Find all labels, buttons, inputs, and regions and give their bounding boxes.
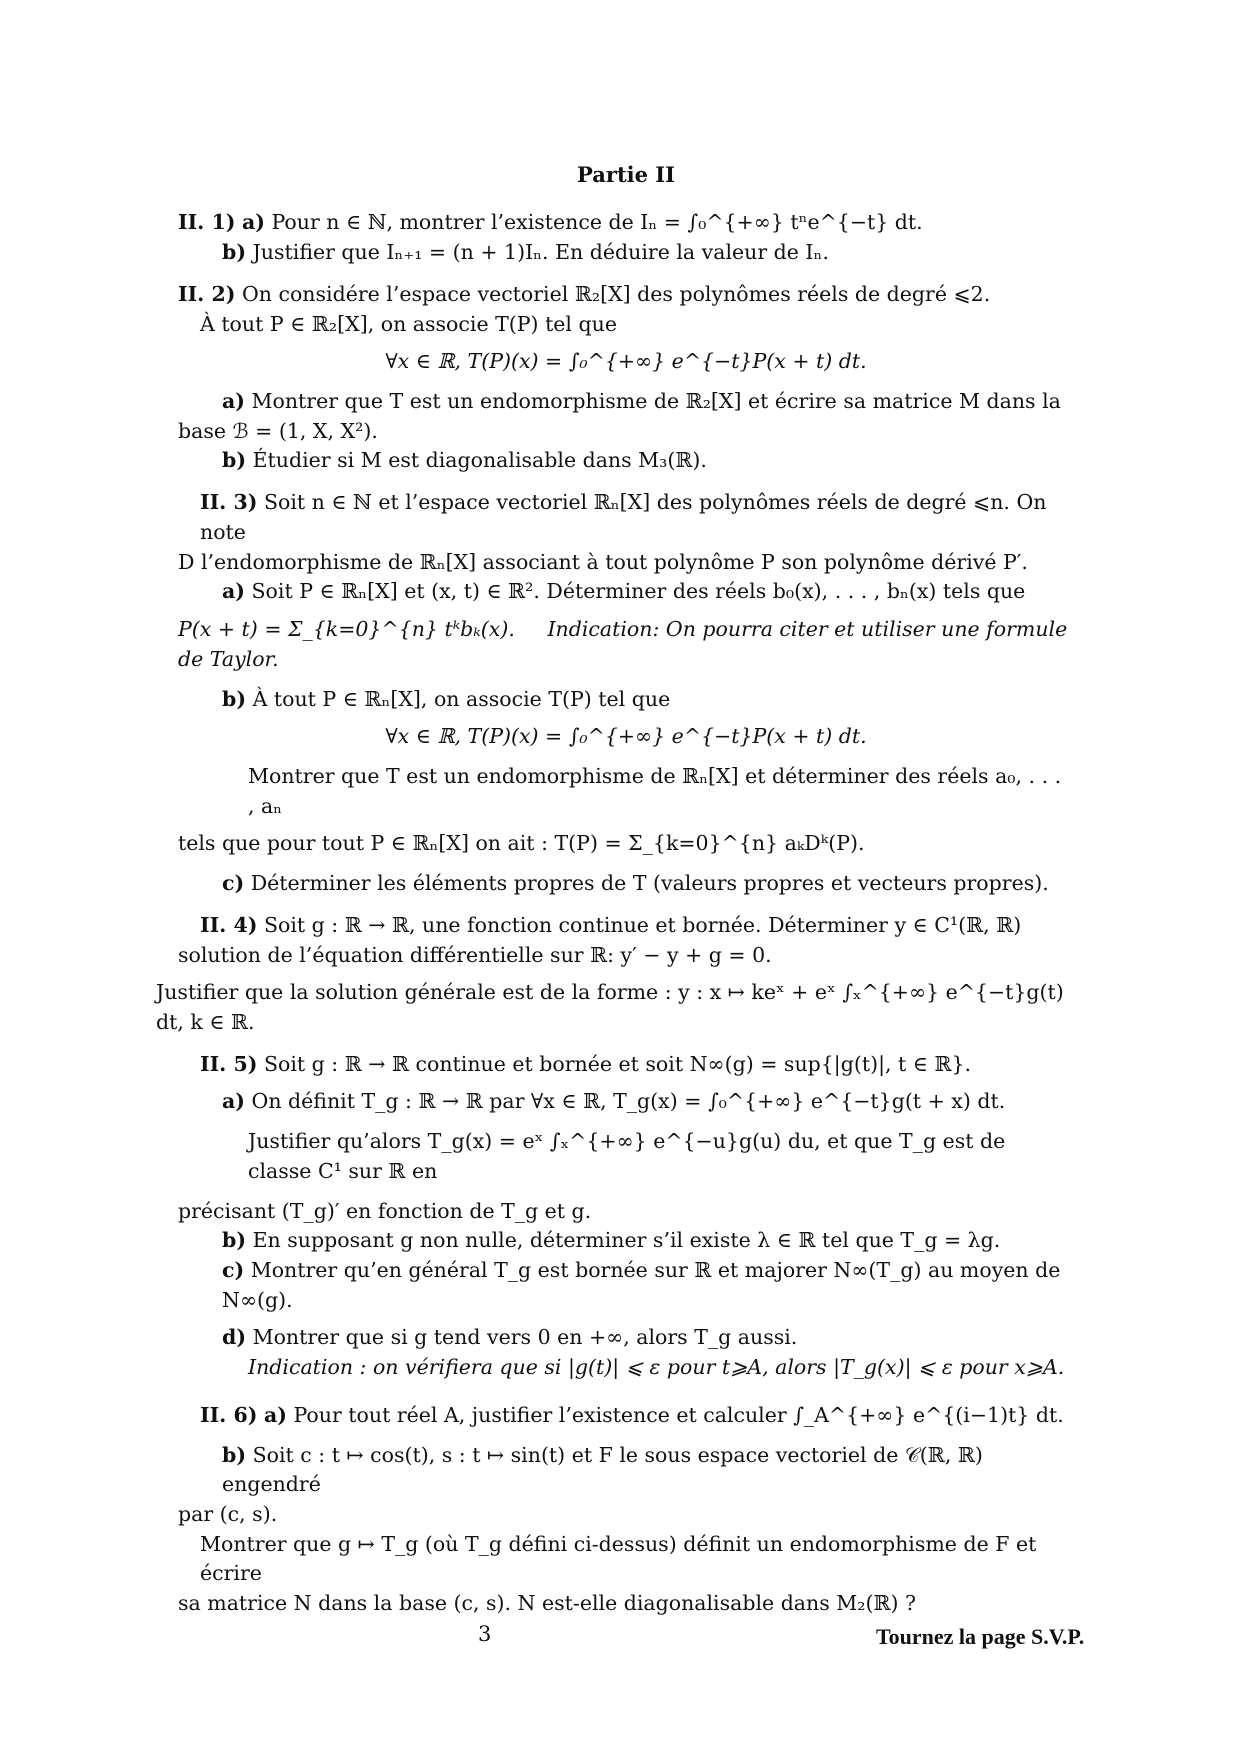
question-6 bbox=[178, 1401, 1074, 1619]
q2-intro2: À tout P ∈ ℝ₂[X], on associe T(P) tel que bbox=[200, 311, 617, 336]
q5-c-label: c) bbox=[222, 1258, 245, 1282]
q1-a-text: Pour n ∈ ℕ, montrer l’existence de Iₙ = ∫₀^{+∞} tⁿe^{−t} dt. bbox=[271, 210, 923, 235]
q6-a-label: a) bbox=[263, 1402, 287, 1427]
q3-intro2: D l’endomorphisme de ℝₙ[X] associant à tout polynôme P son polynôme dérivé P′. bbox=[178, 549, 1028, 574]
q5-intro: Soit g : ℝ → ℝ continue et bornée et soit N∞(g) = sup{|g(t)|, t ∈ ℝ}. bbox=[263, 1051, 972, 1076]
q6-b-label: b) bbox=[222, 1442, 247, 1467]
q2-label: II. 2) bbox=[178, 281, 236, 306]
q6-label: II. 6) bbox=[200, 1402, 258, 1427]
q3-a-text: Soit P ∈ ℝₙ[X] et (x, t) ∈ ℝ². Déterminer des réels b₀(x), . . . , bₙ(x) tels que bbox=[251, 579, 1026, 604]
q6-a-text: Pour tout réel A, justifier l’existence et calculer ∫_A^{+∞} e^{(i−1)t} dt. bbox=[293, 1402, 1064, 1427]
q3-c-label: c) bbox=[222, 871, 245, 896]
question-4 bbox=[156, 911, 1074, 1038]
q1-a-label: a) bbox=[241, 210, 265, 235]
q5-d-hint: Indication : on vérifiera que si |g(t)| ⩽ ε pour t⩾A, alors |T_g(x)| ⩽ ε pour x⩾A. bbox=[248, 1355, 1065, 1380]
q2-b-text: Étudier si M est diagonalisable dans M₃(ℝ). bbox=[252, 448, 707, 473]
q5-b-label: b) bbox=[222, 1228, 247, 1253]
page-title: Partie II bbox=[577, 162, 675, 187]
q4-text: Soit g : ℝ → ℝ, une fonction continue et bornée. Déterminer y ∈ C¹(ℝ, ℝ) bbox=[263, 912, 1022, 937]
question-3 bbox=[178, 488, 1074, 899]
q5-b-text: En supposant g non nulle, déterminer s’il existe λ ∈ ℝ tel que T_g = λg. bbox=[252, 1228, 1001, 1253]
q5-d-text: Montrer que si g tend vers 0 en +∞, alors T_g aussi. bbox=[252, 1325, 798, 1350]
q5-c-text: Montrer qu’en général T_g est bornée sur ℝ et majorer N∞(T_g) au moyen de N∞(g). bbox=[222, 1258, 1061, 1312]
q6-b-text2: par (c, s). bbox=[178, 1502, 278, 1527]
q5-a-text3: précisant (T_g)′ en fonction de T_g et g. bbox=[178, 1198, 592, 1223]
q1-label: II. 1) bbox=[178, 210, 236, 235]
question-2 bbox=[178, 280, 1074, 476]
q4-text2: solution de l’équation différentielle sur ℝ: y′ − y + g = 0. bbox=[178, 942, 772, 967]
q3-a-hint: Indication: On pourra citer et utiliser une formule de Taylor. bbox=[178, 617, 1068, 671]
q3-a-label: a) bbox=[222, 579, 245, 604]
q5-d-label: d) bbox=[222, 1325, 247, 1350]
q3-b-text: À tout P ∈ ℝₙ[X], on associe T(P) tel que bbox=[252, 686, 671, 711]
q5-a-label: a) bbox=[222, 1089, 245, 1114]
q5-a-text2: Justifier qu’alors T_g(x) = eˣ ∫ₓ^{+∞} e^{−u}g(u) du, et que T_g est de classe C¹ sur ℝ en bbox=[248, 1129, 1006, 1183]
q6-text3: Montrer que g ↦ T_g (où T_g défini ci-dessus) définit un endomorphisme de F et écrire bbox=[200, 1531, 1037, 1586]
q2-formula: ∀x ∈ ℝ, T(P)(x) = ∫₀^{+∞} e^{−t}P(x + t) dt. bbox=[385, 349, 867, 374]
q2-a-text: Montrer que T est un endomorphisme de ℝ₂[X] et écrire sa matrice M dans la bbox=[251, 389, 1061, 414]
q2-a-label: a) bbox=[222, 389, 245, 414]
q1-b-text: Justifier que Iₙ₊₁ = (n + 1)Iₙ. En déduire la valeur de Iₙ. bbox=[252, 240, 829, 265]
q2-b-label: b) bbox=[222, 448, 247, 473]
page-number: 3 bbox=[478, 1622, 492, 1646]
turn-page-note: Tournez la page S.V.P. bbox=[876, 1624, 1085, 1649]
q4-text3: Justifier que la solution générale est de la forme : y : x ↦ keˣ + eˣ ∫ₓ^{+∞} e^{−t}g(t) dt, k ∈ ℝ. bbox=[156, 980, 1064, 1034]
question-5 bbox=[178, 1050, 1074, 1383]
q3-b-label: b) bbox=[222, 686, 247, 711]
page-content bbox=[156, 160, 1074, 1619]
q2-intro: On considére l’espace vectoriel ℝ₂[X] des polynômes réels de degré ⩽2. bbox=[241, 281, 991, 306]
q5-a-text: On définit T_g : ℝ → ℝ par ∀x ∈ ℝ, T_g(x) = ∫₀^{+∞} e^{−t}g(t + x) dt. bbox=[251, 1089, 1006, 1114]
q6-b-text: Soit c : t ↦ cos(t), s : t ↦ sin(t) et F le sous espace vectoriel de 𝒞(ℝ, ℝ) engendré bbox=[222, 1442, 983, 1497]
question-1 bbox=[178, 208, 1074, 267]
q3-b-formula: ∀x ∈ ℝ, T(P)(x) = ∫₀^{+∞} e^{−t}P(x + t) dt. bbox=[385, 724, 867, 749]
q1-b-label: b) bbox=[222, 240, 247, 265]
q3-c-text: Déterminer les éléments propres de T (valeurs propres et vecteurs propres). bbox=[250, 871, 1049, 896]
q3-b-text3: tels que pour tout P ∈ ℝₙ[X] on ait : T(P) = Σ_{k=0}^{n} aₖDᵏ(P). bbox=[178, 831, 865, 856]
q3-intro: Soit n ∈ ℕ et l’espace vectoriel ℝₙ[X] des polynômes réels de degré ⩽n. On note bbox=[200, 490, 1047, 544]
q3-a-formula: P(x + t) = Σ_{k=0}^{n} tᵏbₖ(x). bbox=[178, 617, 515, 642]
q3-label: II. 3) bbox=[200, 490, 258, 515]
q2-a-text2: base ℬ = (1, X, X²). bbox=[178, 418, 378, 443]
q4-label: II. 4) bbox=[200, 912, 258, 937]
q5-label: II. 5) bbox=[200, 1051, 258, 1076]
q6-text4: sa matrice N dans la base (c, s). N est-elle diagonalisable dans M₂(ℝ) ? bbox=[178, 1591, 917, 1616]
q3-b-text2: Montrer que T est un endomorphisme de ℝₙ[X] et déterminer des réels a₀, . . . , aₙ bbox=[248, 763, 1062, 818]
